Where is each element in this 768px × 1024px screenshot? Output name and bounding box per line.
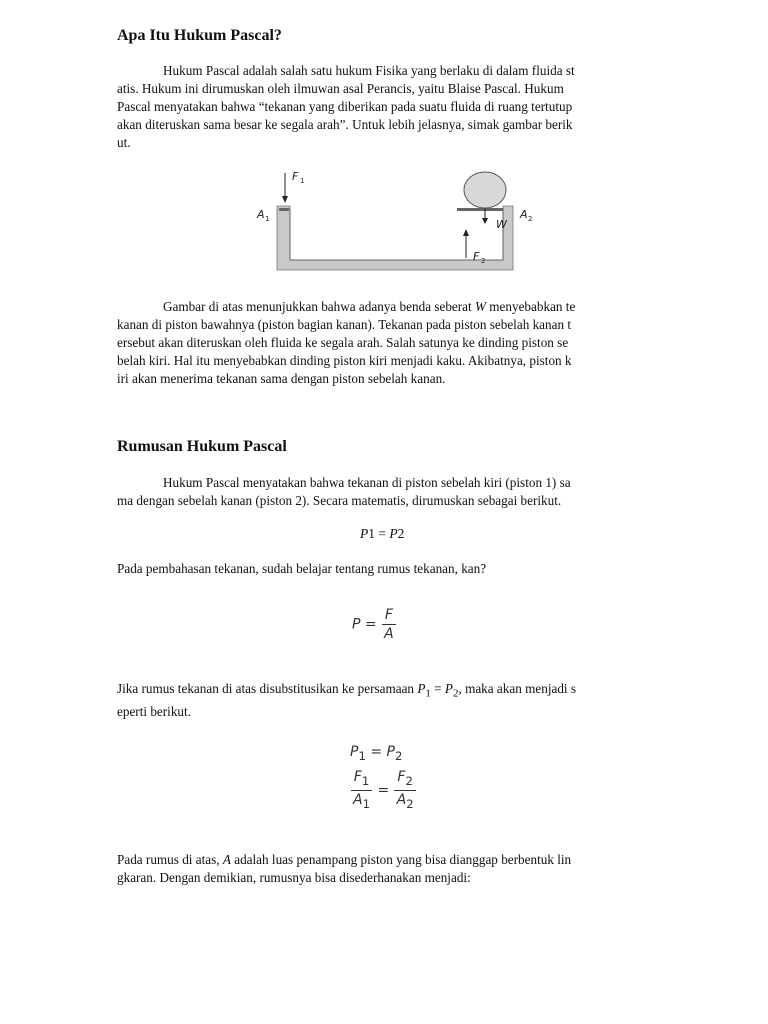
text-line: atis. Hukum ini dirumuskan oleh ilmuwan asal Perancis, yaitu Blaise Pascal. Hukum — [117, 81, 564, 96]
paragraph-lingkaran — [117, 851, 652, 887]
paragraph-tekanan: Pada pembahasan tekanan, sudah belajar tentang rumus tekanan, kan? — [117, 561, 487, 576]
equation-p1-p2: $P_1 = P_2$ — [350, 744, 403, 763]
section-title-rumusan: Rumusan Hukum Pascal — [117, 438, 287, 455]
section-title-apa-itu: Apa Itu Hukum Pascal? — [117, 27, 282, 44]
svg-text:2: 2 — [528, 215, 533, 223]
label-f2: F — [473, 250, 480, 263]
right-piston — [457, 208, 503, 211]
paragraph-rumusan — [117, 474, 652, 510]
label-a1: A — [257, 208, 265, 221]
text-line: ma dengan sebelah kanan (piston 2). Secara matematis, dirumuskan sebagai berikut. — [117, 493, 562, 508]
text-line: Hukum Pascal menyatakan bahwa tekanan di piston sebelah kiri (piston 1) sa — [163, 475, 571, 490]
text-line: Hukum Pascal adalah salah satu hukum Fisika yang berlaku di dalam fluida st — [163, 63, 575, 78]
text-line: iri akan menerima tekanan sama dengan piston sebelah kanan. — [117, 371, 446, 386]
fluid-channel — [291, 246, 502, 259]
text-line: ut. — [117, 135, 131, 150]
text-line: gkaran. Dengan demikian, rumusnya bisa disederhanakan menjadi: — [117, 870, 471, 885]
text-line: kanan di piston bawahnya (piston bagian kanan). Tekanan pada piston sebelah kanan t — [117, 317, 572, 332]
equation-pressure: P = $\frac{F}{A}$ — [352, 606, 397, 643]
text-line: belah kiri. Hal itu menyebabkan dinding piston kiri menjadi kaku. Akibatnya, piston k — [117, 353, 572, 368]
text-line: Pascal menyatakan bahwa “tekanan yang diberikan pada suatu fluida di ruang tertutup — [117, 99, 573, 114]
svg-text:2: 2 — [481, 257, 486, 265]
text-line: akan diteruskan sama besar ke segala arah”. Untuk lebih jelasnya, simak gambar berik — [117, 117, 573, 132]
pascal-figure — [250, 168, 540, 278]
svg-text:1: 1 — [300, 177, 305, 185]
paragraph-figure-explanation — [117, 298, 652, 388]
text-line: Jika rumus tekanan di atas disubstitusikan ke persamaan $P_1 = P_2$, maka akan menjadi s — [117, 681, 577, 700]
equation-f1a1-f2a2: $\frac{F_1}{A_1}$ = $\frac{F_2}{A_2}$ — [350, 768, 417, 813]
text-line: Gambar di atas menunjukkan bahwa adanya benda seberat W menyebabkan te — [163, 299, 576, 314]
text-line: eperti berikut. — [117, 703, 191, 719]
equation-p1-equals-p2: P1 = P2 — [360, 526, 405, 541]
label-w: W — [496, 218, 507, 231]
svg-text:1: 1 — [265, 215, 270, 223]
text-line: ersebut akan diteruskan oleh fluida ke segala arah. Salah satunya ke dinding piston se — [117, 335, 569, 350]
label-f1: F — [292, 170, 299, 183]
ball-weight — [464, 172, 506, 208]
left-piston — [279, 208, 289, 211]
paragraph-intro — [117, 62, 652, 152]
text-line: Pada rumus di atas, A adalah luas penampang piston yang bisa dianggap berbentuk lin — [117, 852, 572, 867]
paragraph-substitusi — [117, 680, 652, 721]
label-a2: A — [520, 208, 528, 221]
